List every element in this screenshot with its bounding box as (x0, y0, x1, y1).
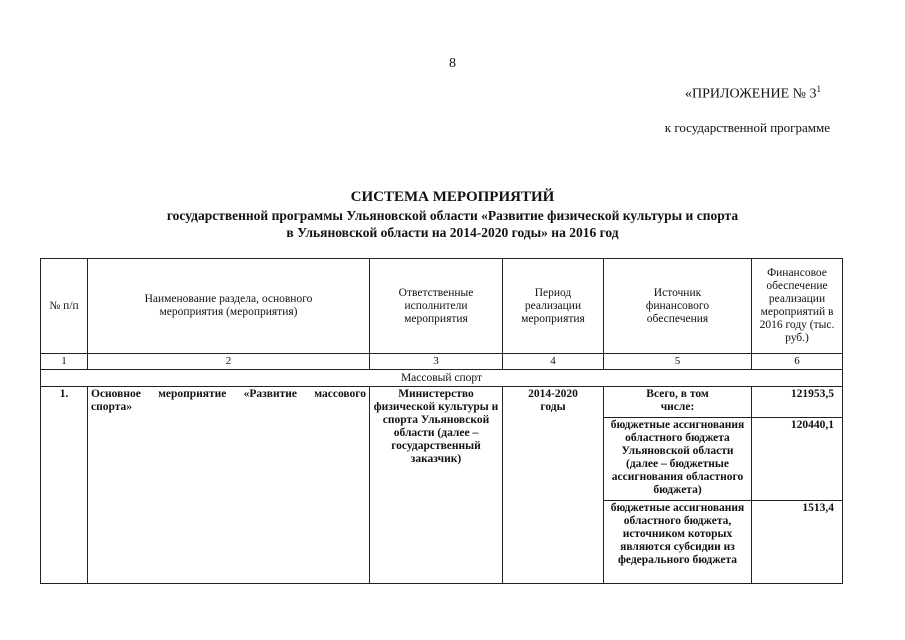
column-number: 2 (88, 354, 370, 370)
appendix-subtitle: к государственной программе (664, 120, 830, 135)
header-num: № п/п (41, 259, 88, 354)
appendix-superscript: 1 (816, 84, 821, 94)
table-header-row (41, 259, 843, 354)
appendix-label-text: «ПРИЛОЖЕНИЕ № 3 (685, 86, 817, 102)
section-row (41, 370, 843, 387)
source-total-label: Всего, в том числе: (604, 387, 752, 418)
header-period: Период реализации мероприятия (503, 259, 604, 354)
row-name: Основное мероприятие «Развитие массового спорта» (88, 387, 370, 584)
row-number: 1. (41, 387, 88, 584)
measures-table (40, 258, 843, 584)
section-title: Массовый спорт (41, 370, 843, 387)
source-federal-value: 1513,4 (752, 501, 843, 584)
row-period: 2014-2020 годы (503, 387, 604, 584)
column-number: 4 (503, 354, 604, 370)
source-federal-label: бюджетные ассигнования областного бюджета, источником которых являются субсидии из федерального бюджета (604, 501, 752, 584)
document-title: СИСТЕМА МЕРОПРИЯТИЙ (350, 189, 555, 205)
subtitle-line-2: в Ульяновской области на 2014-2020 годы» на 2016 год (286, 225, 619, 240)
source-regional-value: 120440,1 (752, 418, 843, 501)
document-subtitle (0, 207, 905, 241)
column-number: 1 (41, 354, 88, 370)
table-row (41, 387, 843, 418)
column-number: 5 (604, 354, 752, 370)
header-source: Источник финансового обеспечения (604, 259, 752, 354)
row-executor: Министерство физической культуры и спорта Ульяновской области (далее – государственный заказчик) (370, 387, 503, 584)
header-name: Наименование раздела, основного мероприятия (мероприятия) (88, 259, 370, 354)
column-number: 6 (752, 354, 843, 370)
appendix-label (685, 84, 821, 103)
source-regional-label: бюджетные ассигнования областного бюджета Ульяновской области (далее – бюджетные ассигнования областного бюджета) (604, 418, 752, 501)
column-number: 3 (370, 354, 503, 370)
source-total-value: 121953,5 (752, 387, 843, 418)
header-executor: Ответственные исполнители мероприятия (370, 259, 503, 354)
page-number: 8 (449, 56, 456, 71)
column-numbers-row (41, 354, 843, 370)
subtitle-line-1: государственной программы Ульяновской области «Развитие физической культуры и спорта (166, 208, 739, 223)
header-financing: Финансовое обеспечение реализации мероприятий в 2016 году (тыс. руб.) (752, 259, 843, 354)
